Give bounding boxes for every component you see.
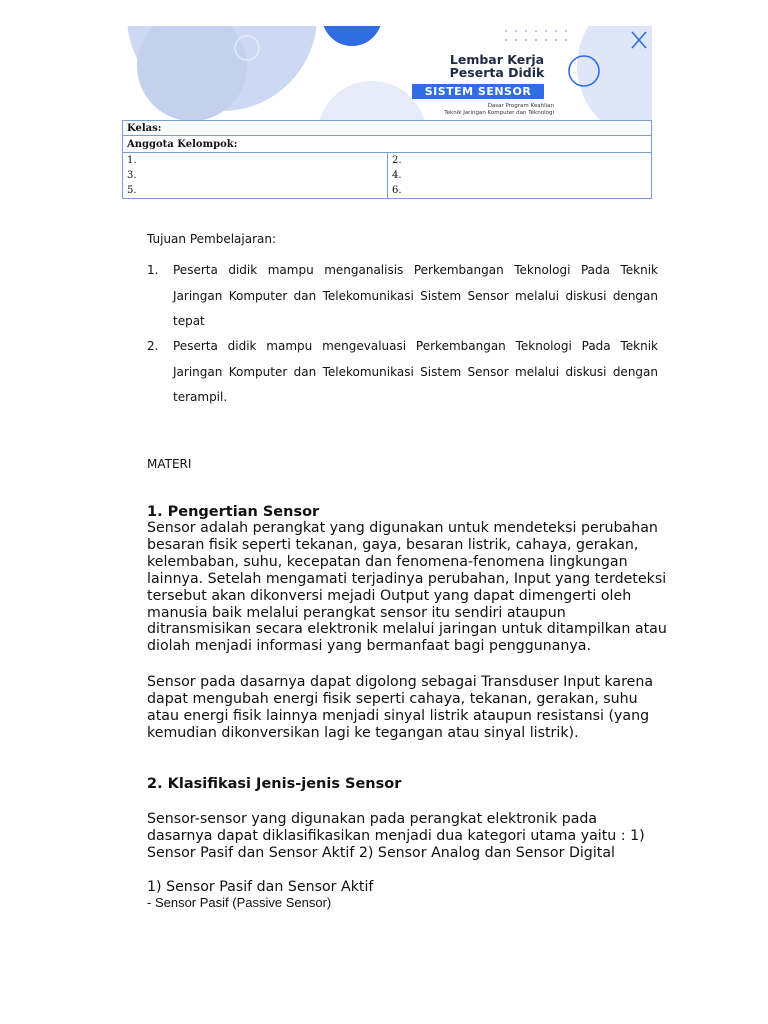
identity-table [122,120,652,199]
anggota-label: Anggota Kelompok: [123,136,652,153]
goal-number: 1. [147,263,159,277]
banner-subtitle-line2: Teknik Jaringan Komputer dan Teknologi [444,110,554,116]
banner-decoration [122,26,652,120]
member-field-6[interactable]: 6. [388,183,652,199]
goal-item-2 [147,334,658,411]
member-field-2[interactable]: 2. [388,153,652,169]
goal-text: Peserta didik mampu menganalisis Perkembangan Teknologi Pada Teknik Jaringan Komputer dan Telekomunikasi Sistem Sensor melalui diskusi dengan tepat [173,263,658,328]
kelas-field[interactable]: Kelas: [123,121,652,136]
section2-paragraph-1: Sensor-sensor yang digunakan pada perangkat elektronik pada dasarnya dapat diklasifikasikan menjadi dua kategori utama yaitu : 1) Sensor Pasif dan Sensor Aktif 2) Sensor Analog dan Sensor Digital [147,811,645,861]
banner-subtitle-line1: Dasar Program Keahlian [487,103,554,109]
tujuan-heading: Tujuan Pembelajaran: [147,232,277,246]
member-field-4[interactable]: 4. [388,168,652,183]
section-title-2: 2. Klasifikasi Jenis-jenis Sensor [147,776,402,792]
materi-heading: MATERI [147,457,192,471]
section-title-1: 1. Pengertian Sensor [147,504,320,520]
goal-number: 2. [147,339,159,353]
member-field-5[interactable]: 5. [123,183,388,199]
member-field-1[interactable]: 1. [123,153,388,169]
member-field-3[interactable]: 3. [123,168,388,183]
banner-badge: SISTEM SENSOR [412,84,544,99]
goal-text: Peserta didik mampu mengevaluasi Perkembangan Teknologi Pada Teknik Jaringan Komputer dan Telekomunikasi Sistem Sensor melalui diskusi dengan terampil. [173,339,658,404]
section2-paragraph-2: 1) Sensor Pasif dan Sensor Aktif [147,879,374,895]
banner-subtitle [412,103,554,117]
banner-title: Lembar Kerja Peserta Didik [449,52,545,80]
section2-paragraph-3: - Sensor Pasif (Passive Sensor) [147,895,332,910]
section1-paragraph-1: Sensor adalah perangkat yang digunakan untuk mendeteksi perubahan besaran fisik seperti tekanan, gaya, besaran listrik, cahaya, gerakan, kelembaban, suhu, kecepatan dan fenomena-fenomena lingkungan lainnya. Setelah mengamati terjadinya perubahan, Input yang terdeteksi tersebut akan dikonversi mejadi Output yang dapat dimengerti oleh manusia baik melalui perangkat sensor itu sendiri ataupun ditransmisikan secara elektronik melalui jaringan untuk ditampilkan atau diolah menjadi informasi yang bermanfaat bagi penggunanya. [147,520,667,655]
header-banner [122,26,652,120]
section1-paragraph-2: Sensor pada dasarnya dapat digolong sebagai Transduser Input karena dapat mengubah energi fisik seperti cahaya, tekanan, gerakan, suhu atau energi fisik lainnya menjadi sinyal listrik ataupun resistansi (yang kemudian dikonversikan lagi ke tegangan atau sinyal listrik). [147,674,654,741]
goal-item-1 [147,258,658,335]
